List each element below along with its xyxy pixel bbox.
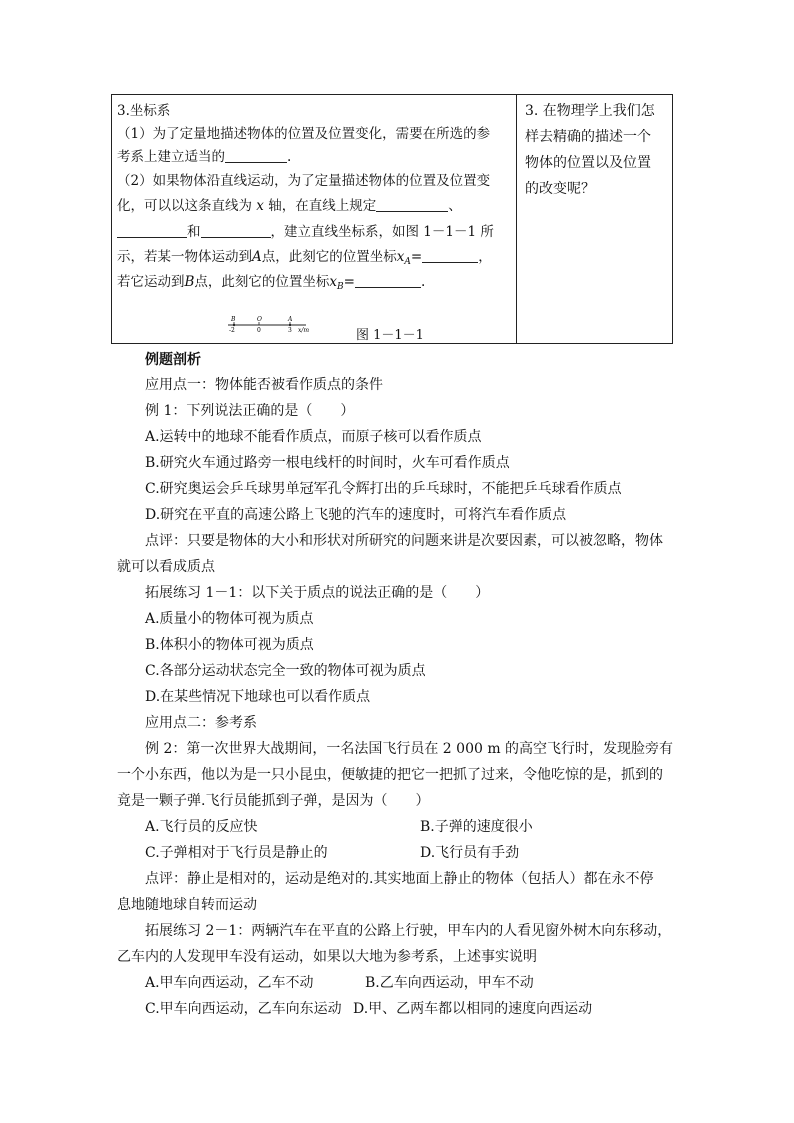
application-point-title: 应用点一：物体能否被看作质点的条件	[145, 377, 383, 393]
option-c: C.各部分运动状态完全一致的物体可视为质点	[145, 663, 426, 679]
axis-label-o: O	[257, 316, 262, 323]
content-table	[111, 94, 673, 344]
option-d: D.甲、乙两车都以相同的速度向西运动	[353, 1001, 593, 1017]
text-line: 化，可以以这条直线为 x 轴，在直线上规定 、	[117, 198, 462, 214]
axis-label-a: A	[288, 316, 293, 323]
section-heading: 3.坐标系	[117, 103, 171, 119]
comment-continued: 息地随地球自转而运动	[117, 897, 257, 913]
option-a: A.运转中的地球不能看作质点，而原子核可以看作质点	[145, 429, 482, 445]
option-c: C.子弹相对于飞行员是静止的	[145, 845, 328, 861]
fill-blank[interactable]	[225, 148, 287, 163]
text-line: 考系上建立适当的 .	[117, 149, 292, 165]
fill-blank[interactable]	[117, 223, 187, 238]
figure-caption: 图 1－1－1	[356, 328, 424, 343]
application-point-title: 应用点二：参考系	[145, 715, 257, 731]
option-c: C.甲车向西运动，乙车向东运动	[145, 1001, 342, 1017]
extension-exercise: 拓展练习 2－1：两辆汽车在平直的公路上行驶，甲车内的人看见窗外树木向东移动，	[145, 923, 672, 939]
extension-exercise: 拓展练习 1－1：以下关于质点的说法正确的是（ ）	[145, 585, 490, 601]
text-line: （1）为了定量地描述物体的位置及位置变化，需要在所选的参	[117, 126, 491, 142]
option-c: C.研究奥运会乒乓球男单冠军孔令辉打出的乒乓球时，不能把乒乓球看作质点	[145, 481, 622, 497]
coordinate-axis-figure	[226, 315, 316, 335]
example-question: 例 2：第一次世界大战期间，一名法国飞行员在 2 000 m 的高空飞行时，发现脸旁有	[145, 741, 674, 757]
question-line: 物体的位置以及位置	[525, 155, 651, 171]
option-d: D.研究在平直的高速公路上飞驰的汽车的速度时，可将汽车看作质点	[145, 507, 567, 523]
option-d: D.飞行员有手劲	[420, 845, 520, 861]
comment-continued: 就可以看成质点	[117, 559, 215, 575]
table-cell-coordinate-system	[112, 95, 517, 343]
example-question: 例 1：下列说法正确的是（ ）	[145, 403, 355, 419]
text-line: 若它运动到B点，此刻它的位置坐标$x_B=$ .	[117, 274, 426, 292]
table-cell-question	[517, 95, 672, 343]
question-line: 3. 在物理学上我们怎	[525, 103, 655, 119]
axis-unit-label: x/m	[298, 327, 310, 334]
fill-blank[interactable]	[201, 223, 271, 238]
comment: 点评：静止是相对的，运动是绝对的.其实地面上静止的物体（包括人）都在永不停	[145, 871, 654, 887]
tick-label: 3	[288, 327, 292, 334]
example-question-continued: 竟是一颗子弹.飞行员能抓到子弹，是因为（ ）	[117, 793, 430, 809]
text-line: （2）如果物体沿直线运动，为了定量描述物体的位置及位置变	[117, 173, 491, 189]
option-a: A.飞行员的反应快	[145, 819, 258, 835]
section-heading: 例题剖析	[145, 352, 201, 368]
text-line: 和 ，建立直线坐标系，如图 1－1－1 所	[117, 222, 494, 242]
option-b: B.研究火车通过路旁一根电线杆的时间时，火车可看作质点	[145, 455, 510, 471]
tick-label: -2	[229, 327, 235, 334]
axis-label-b: B	[231, 316, 236, 323]
question-line: 样去精确的描述一个	[525, 129, 651, 145]
fill-blank[interactable]	[355, 273, 421, 288]
option-b: B.乙车向西运动，甲车不动	[365, 975, 534, 991]
text-line: 示，若某一物体运动到A点，此刻它的位置坐标$x_A=$ ，	[117, 249, 492, 267]
option-b: B.子弹的速度很小	[420, 819, 533, 835]
example-question-continued: 一个小东西，他以为是一只小昆虫，便敏捷的把它一把抓了过来，令他吃惊的是，抓到的	[117, 767, 663, 783]
option-a: A.甲车向西运动，乙车不动	[145, 975, 314, 991]
tick-label: 0	[257, 327, 261, 334]
comment: 点评：只要是物体的大小和形状对所研究的问题来讲是次要因素，可以被忽略，物体	[145, 533, 663, 549]
option-a: A.质量小的物体可视为质点	[145, 611, 314, 627]
fill-blank[interactable]	[422, 248, 478, 263]
fill-blank[interactable]	[376, 197, 448, 212]
option-b: B.体积小的物体可视为质点	[145, 637, 314, 653]
extension-exercise-continued: 乙车内的人发现甲车没有运动，如果以大地为参考系，上述事实说明	[117, 949, 537, 965]
option-d: D.在某些情况下地球也可以看作质点	[145, 689, 371, 705]
question-line: 的改变呢？	[525, 181, 595, 197]
